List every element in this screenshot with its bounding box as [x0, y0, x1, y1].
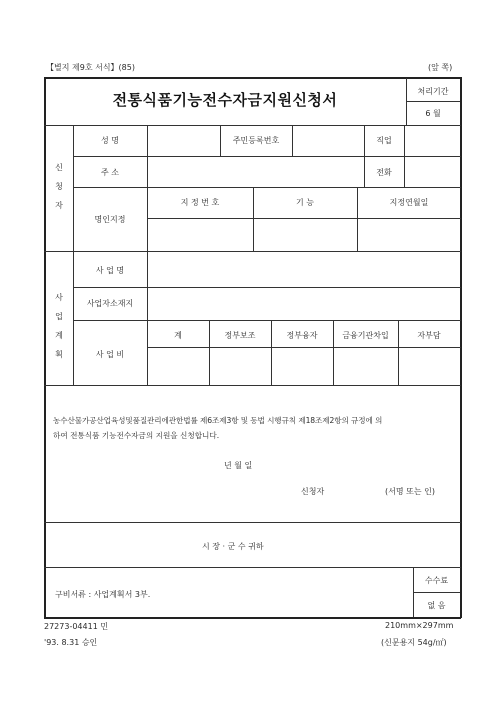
- fee-label: 수수료: [424, 576, 449, 585]
- paper-type: (신문용지 54g/㎡): [381, 638, 447, 647]
- divider: [413, 592, 460, 593]
- divider: [44, 567, 461, 568]
- statement-line-2: 하여 전통식품 기능전수자금의 지원을 신청합니다.: [53, 431, 220, 440]
- form-title: 전통식품기능전수자금지원신청서: [112, 91, 338, 109]
- divider: [73, 320, 461, 321]
- paper-size: 210mm×297mm: [385, 621, 454, 630]
- job-label: 직업: [376, 136, 392, 145]
- expense-col-self: 자부담: [417, 331, 441, 340]
- designation-number-label: 지 정 번 호: [180, 198, 220, 207]
- business-section-label: 사 업 계 획: [55, 293, 63, 359]
- form-number: 【별지 제9호 서식】(85): [46, 63, 135, 72]
- divider: [292, 125, 293, 156]
- divider: [73, 187, 461, 188]
- designation-date-label: 지정연월일: [389, 198, 429, 207]
- rrn-label: 주민등록번호: [232, 136, 280, 145]
- statement-line-1: 농수산물가공산업육성및품질관리에관한법률 제6조제3항 및 동법 시행규칙 제18조제2항의 규정에 의: [53, 416, 383, 425]
- applicant-signature-label: 신청자: [301, 487, 325, 496]
- divider: [147, 218, 461, 219]
- divider: [44, 125, 461, 126]
- divider: [147, 251, 148, 385]
- divider: [406, 101, 460, 102]
- expense-col-gov-loan: 정부융자: [286, 331, 318, 340]
- divider: [44, 251, 461, 252]
- frame-top: [44, 77, 461, 79]
- divider: [44, 385, 461, 386]
- fee-value: 없 음: [427, 601, 446, 610]
- divider: [73, 156, 461, 157]
- address-label: 주 소: [101, 168, 119, 177]
- expense-col-total: 계: [174, 331, 182, 340]
- master-designation-label: 명인지정: [94, 215, 126, 224]
- signature-or-seal: (서명 또는 인): [385, 487, 435, 496]
- processing-period-value: 6 월: [425, 109, 441, 118]
- approval-date: '93. 8.31 승인: [44, 638, 98, 647]
- required-documents: 구비서류 : 사업계획서 3부.: [55, 590, 151, 599]
- divider: [44, 522, 461, 523]
- processing-period-label: 처리기간: [417, 87, 449, 96]
- form-code: 27273-04411 민: [44, 622, 109, 631]
- recipient: 시 장 · 군 수 귀하: [202, 542, 264, 551]
- frame-bottom: [44, 617, 461, 619]
- expense-col-bank-loan: 금융기관차입: [342, 331, 389, 340]
- divider: [147, 347, 461, 348]
- expense-label: 사 업 비: [95, 350, 125, 359]
- phone-label: 전화: [376, 168, 392, 177]
- skill-label: 기 능: [296, 198, 314, 207]
- frame-left: [44, 77, 46, 618]
- applicant-section-label: 신 청 자: [55, 163, 63, 210]
- name-label: 성 명: [101, 136, 119, 145]
- page-side-label: (앞 쪽): [428, 63, 453, 72]
- divider: [73, 287, 461, 288]
- application-date: 년 월 일: [224, 461, 253, 470]
- business-location-label: 사업자소재지: [86, 299, 134, 308]
- expense-col-gov-subsidy: 정부보조: [224, 331, 256, 340]
- business-name-label: 사 업 명: [95, 266, 125, 275]
